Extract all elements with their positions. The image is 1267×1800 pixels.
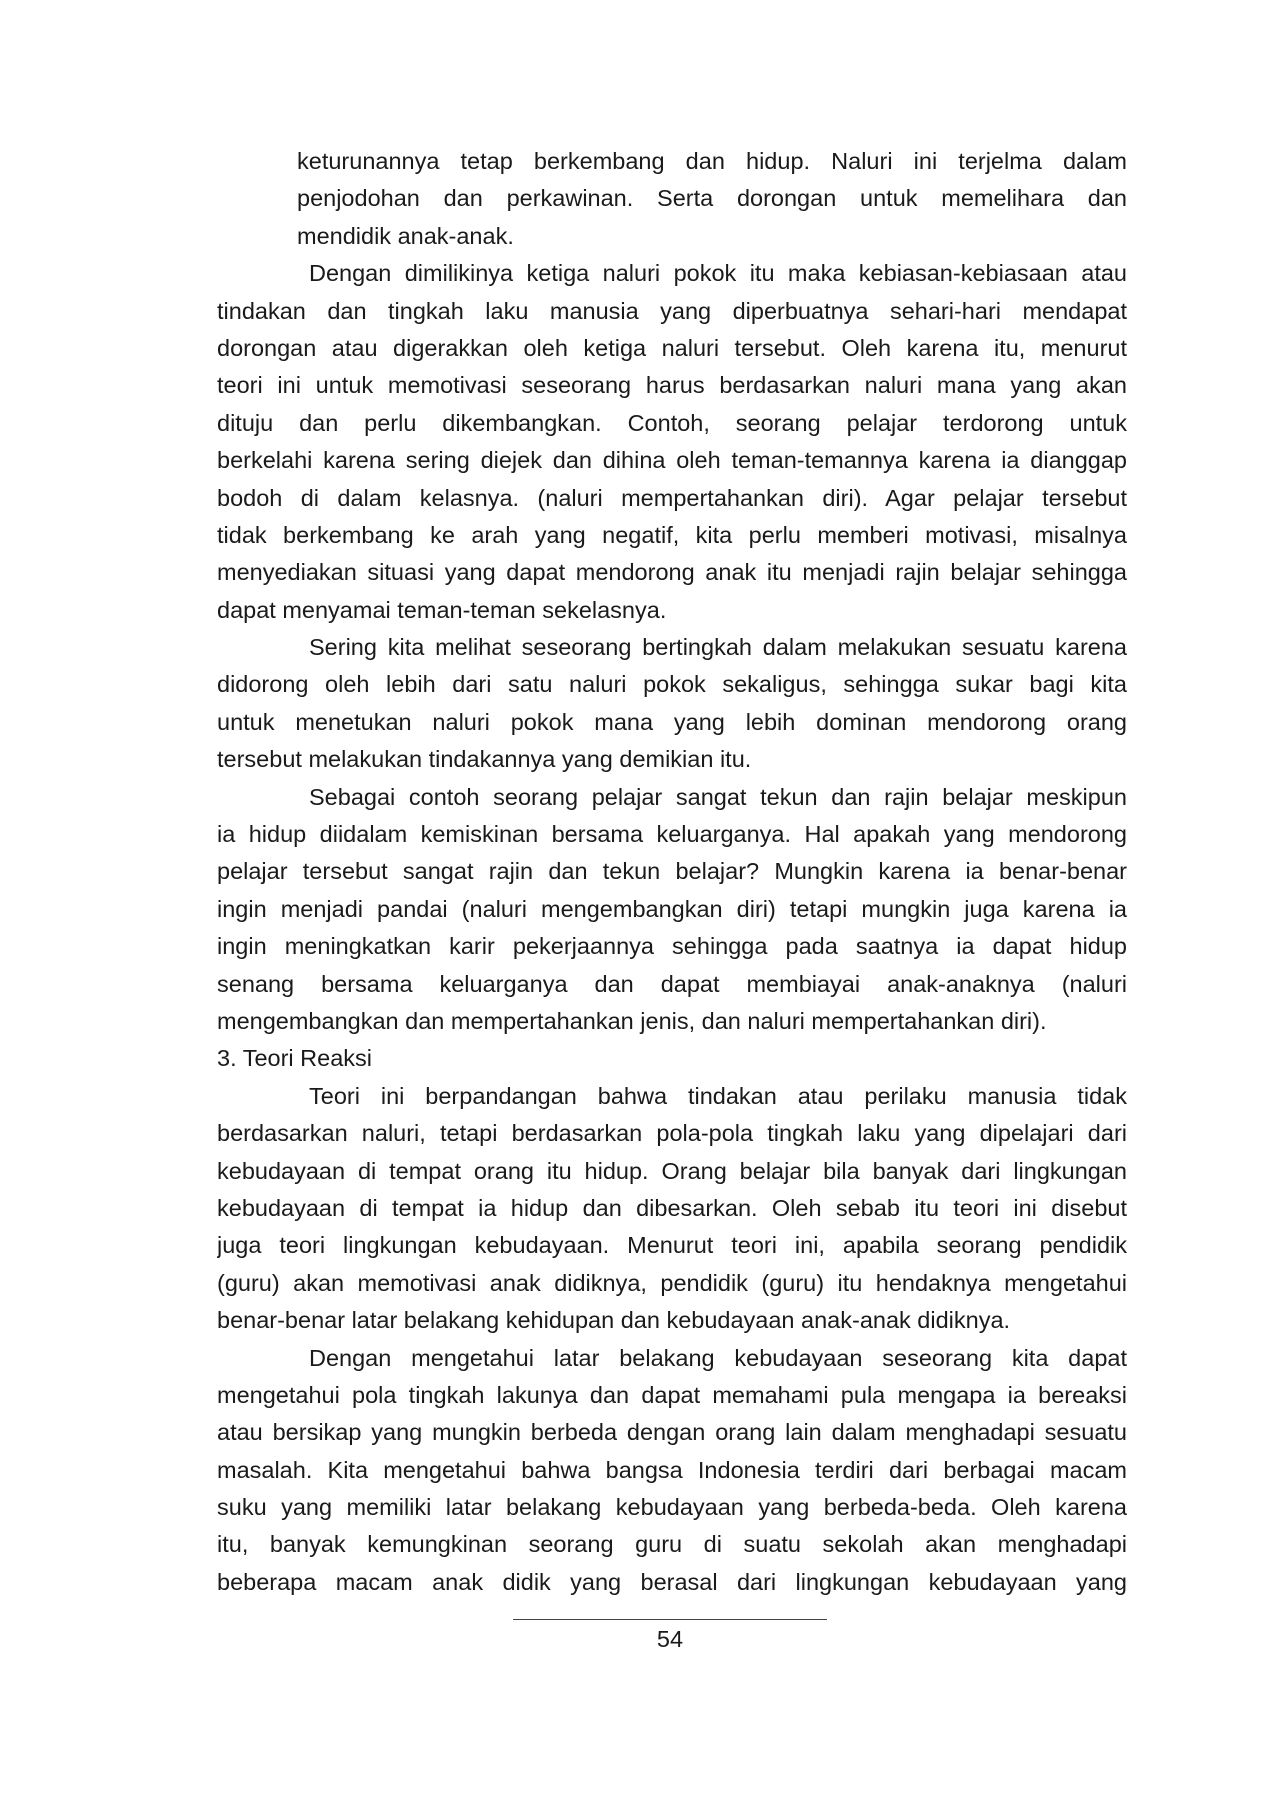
text-line: tersebut melakukan tindakannya yang demikian itu. <box>217 746 752 773</box>
footer-divider <box>513 1619 827 1620</box>
text-line: juga teori lingkungan kebudayaan. Menurut teori ini, apabila seorang pendidik <box>217 1232 1127 1259</box>
text-line: beberapa macam anak didik yang berasal dari lingkungan kebudayaan yang <box>217 1568 1127 1595</box>
paragraph <box>217 143 1127 255</box>
text-line: mengembangkan dan mempertahankan jenis, dan naluri mempertahankan diri). <box>217 1007 1047 1034</box>
text-line: ingin menjadi pandai (naluri mengembangkan diri) tetapi mungkin juga karena ia <box>217 895 1127 922</box>
text-line: berdasarkan naluri, tetapi berdasarkan pola-pola tingkah laku yang dipelajari dari <box>217 1120 1127 1147</box>
text-line: (guru) akan memotivasi anak didiknya, pendidik (guru) itu hendaknya mengetahui <box>217 1269 1127 1296</box>
text-line: dituju dan perlu dikembangkan. Contoh, seorang pelajar terdorong untuk <box>217 409 1127 436</box>
paragraph <box>217 1078 1127 1340</box>
page-number: 54 <box>656 1626 684 1652</box>
text-line: keturunannya tetap berkembang dan hidup. Naluri ini terjelma dalam <box>297 148 1127 174</box>
text-line: tindakan dan tingkah laku manusia yang diperbuatnya sehari-hari mendapat <box>217 297 1127 324</box>
text-line: pelajar tersebut sangat rajin dan tekun belajar? Mungkin karena ia benar-benar <box>217 858 1127 885</box>
text-line: tidak berkembang ke arah yang negatif, kita perlu memberi motivasi, misalnya <box>217 521 1127 548</box>
text-line: 3. Teori Reaksi <box>217 1045 372 1072</box>
text-line: berkelahi karena sering diejek dan dihina oleh teman-temannya karena ia dianggap <box>217 447 1127 474</box>
text-line: mengetahui pola tingkah lakunya dan dapat memahami pula mengapa ia bereaksi <box>217 1381 1127 1408</box>
paragraph <box>217 1340 1127 1602</box>
text-line: teori ini untuk memotivasi seseorang harus berdasarkan naluri mana yang akan <box>217 372 1127 399</box>
text-line: benar-benar latar belakang kehidupan dan kebudayaan anak-anak didiknya. <box>217 1307 1011 1334</box>
page-body <box>217 143 1127 1601</box>
paragraph <box>217 255 1127 629</box>
section-heading <box>217 1040 1127 1077</box>
text-line: kebudayaan di tempat ia hidup dan dibesarkan. Oleh sebab itu teori ini disebut <box>217 1194 1127 1221</box>
text-line: penjodohan dan perkawinan. Serta dorongan untuk memelihara dan <box>297 185 1127 212</box>
text-line: Dengan dimilikinya ketiga naluri pokok itu maka kebiasan-kebiasaan atau <box>309 260 1127 287</box>
text-line: untuk menetukan naluri pokok mana yang lebih dominan mendorong orang <box>217 708 1127 735</box>
text-line: Teori ini berpandangan bahwa tindakan atau perilaku manusia tidak <box>309 1082 1127 1109</box>
paragraph <box>217 629 1127 779</box>
text-line: bodoh di dalam kelasnya. (naluri mempertahankan diri). Agar pelajar tersebut <box>217 484 1127 511</box>
text-line: menyediakan situasi yang dapat mendorong anak itu menjadi rajin belajar sehingga <box>217 559 1127 586</box>
text-line: didorong oleh lebih dari satu naluri pokok sekaligus, sehingga sukar bagi kita <box>217 671 1127 698</box>
text-line: senang bersama keluarganya dan dapat membiayai anak-anaknya (naluri <box>217 970 1127 997</box>
paragraph <box>217 779 1127 1041</box>
text-line: dapat menyamai teman-teman sekelasnya. <box>217 596 667 623</box>
text-line: Sering kita melihat seseorang bertingkah dalam melakukan sesuatu karena <box>309 634 1127 661</box>
text-line: dorongan atau digerakkan oleh ketiga naluri tersebut. Oleh karena itu, menurut <box>217 334 1127 361</box>
text-line: Dengan mengetahui latar belakang kebudayaan seseorang kita dapat <box>309 1344 1127 1371</box>
text-line: mendidik anak-anak. <box>297 222 514 249</box>
text-line: kebudayaan di tempat orang itu hidup. Orang belajar bila banyak dari lingkungan <box>217 1157 1127 1184</box>
text-line: suku yang memiliki latar belakang kebudayaan yang berbeda-beda. Oleh karena <box>217 1494 1127 1521</box>
text-line: ingin meningkatkan karir pekerjaannya sehingga pada saatnya ia dapat hidup <box>217 933 1127 960</box>
text-line: Sebagai contoh seorang pelajar sangat tekun dan rajin belajar meskipun <box>309 783 1127 810</box>
text-line: masalah. Kita mengetahui bahwa bangsa Indonesia terdiri dari berbagai macam <box>217 1456 1127 1483</box>
text-line: atau bersikap yang mungkin berbeda dengan orang lain dalam menghadapi sesuatu <box>217 1419 1127 1446</box>
text-line: ia hidup diidalam kemiskinan bersama keluarganya. Hal apakah yang mendorong <box>217 821 1127 848</box>
text-line: itu, banyak kemungkinan seorang guru di suatu sekolah akan menghadapi <box>217 1531 1127 1558</box>
